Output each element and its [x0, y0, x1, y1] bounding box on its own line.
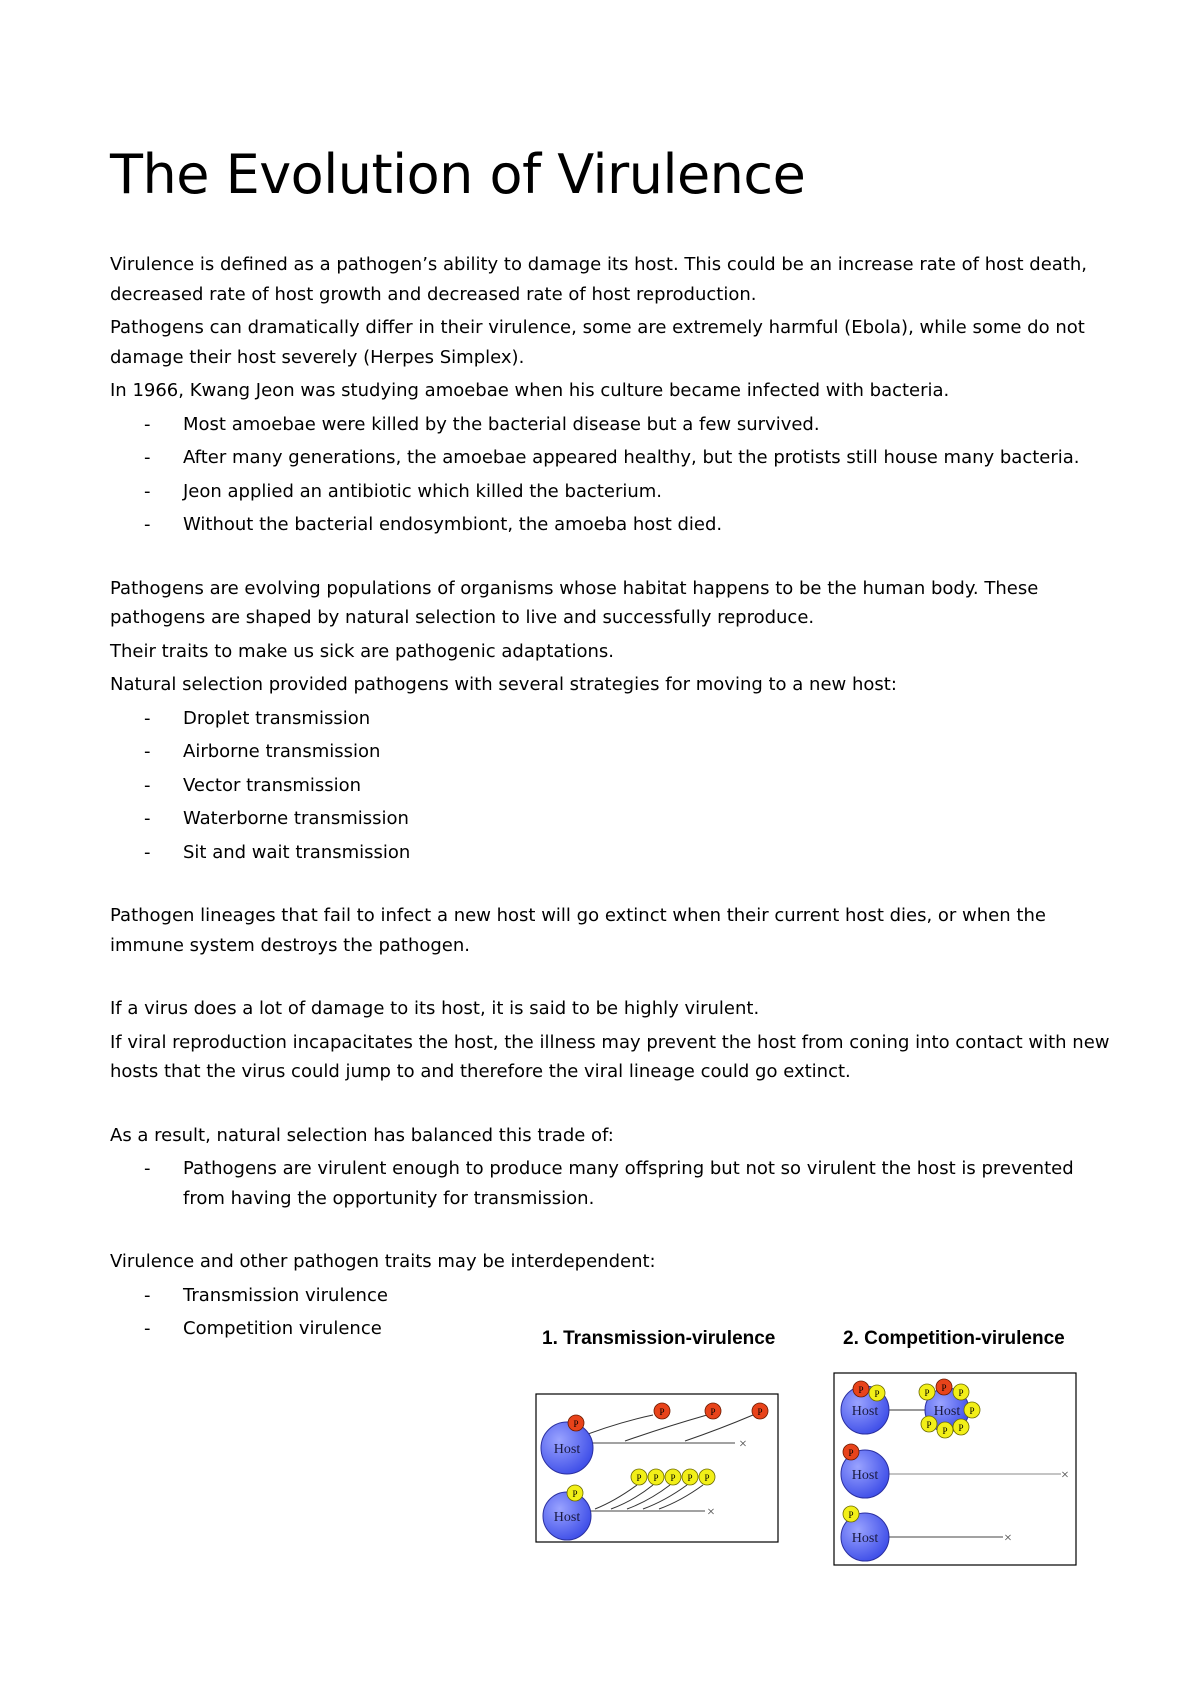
bullet-dash: - [144, 808, 151, 829]
host-label: Host [933, 1404, 961, 1419]
bullet-dash: - [144, 1284, 151, 1306]
pathogen-label: P [670, 1473, 676, 1483]
spacer [110, 1091, 1110, 1121]
list-item-text: Airborne transmission [183, 741, 381, 762]
paragraph: If viral reproduction incapacitates the host, the illness may prevent the host from coning into contact with new hosts that the virus could jump to and therefore the viral lineage could go extinct. [110, 1031, 1110, 1082]
list-item [110, 704, 1110, 734]
list-item-text: Most amoebae were killed by the bacterial disease but a few survived. [183, 413, 820, 435]
host-label: Host [553, 1510, 581, 1525]
bullet-dash: - [144, 841, 151, 863]
pathogen-label: P [941, 1383, 947, 1393]
spacer [110, 1217, 1110, 1247]
bullet-dash: - [144, 1158, 151, 1179]
pathogen-label: P [924, 1388, 930, 1398]
paragraph: Pathogen lineages that fail to infect a new host will go extinct when their current host dies, or when the immune system destroys the pathogen. [110, 905, 1046, 956]
bullet-dash: - [144, 1318, 151, 1339]
paragraph: Pathogens are evolving populations of organisms whose habitat happens to be the human body. These pathogens are shaped by natural selection to live and successfully reproduce. [110, 577, 1039, 628]
bullet-dash: - [144, 741, 151, 762]
pathogen-label: P [573, 1419, 579, 1429]
pathogen-label: P [958, 1423, 964, 1433]
list-item-text: Jeon applied an antibiotic which killed the bacterium. [183, 480, 663, 502]
list-item-text: After many generations, the amoebae appeared healthy, but the protists still house many bacteria. [183, 447, 1080, 468]
pathogen-label: P [848, 1448, 854, 1458]
paragraph: In 1966, Kwang Jeon was studying amoebae when his culture became infected with bacteria. [110, 380, 950, 401]
list-item-text: Waterborne transmission [183, 808, 409, 829]
extinction-mark: × [739, 1437, 747, 1452]
list-item-text: Transmission virulence [183, 1284, 388, 1306]
list-item-text: Competition virulence [183, 1318, 382, 1339]
list-item [110, 510, 1110, 540]
pathogen-label: P [659, 1407, 665, 1417]
figure-1-title: 1. Transmission-virulence [542, 1328, 776, 1349]
host-label: Host [851, 1531, 879, 1546]
pathogen-label: P [958, 1388, 964, 1398]
bullet-list [110, 410, 1110, 540]
list-item-text: Pathogens are virulent enough to produce many offspring but not so virulent the host is prevented from having the opportunity for transmission. [183, 1158, 1074, 1209]
paragraph: Pathogens can dramatically differ in their virulence, some are extremely harmful (Ebola), while some do not damage their host severely (Herpes Simplex). [110, 317, 1085, 368]
extinction-mark: × [1004, 1531, 1012, 1546]
list-item-text: Without the bacterial endosymbiont, the amoeba host died. [183, 514, 723, 535]
bullet-dash: - [144, 447, 151, 468]
host-label: Host [851, 1404, 879, 1419]
extinction-mark: × [1061, 1468, 1069, 1483]
list-item-text: Sit and wait transmission [183, 841, 411, 863]
pathogen-label: P [653, 1473, 659, 1483]
spacer [110, 964, 1110, 994]
paragraph: As a result, natural selection has balanced this trade of: [110, 1124, 614, 1146]
list-item-text: Droplet transmission [183, 707, 371, 729]
paragraph: Their traits to make us sick are pathogenic adaptations. [110, 640, 614, 662]
pathogen-label: P [858, 1385, 864, 1395]
document-body [110, 250, 1110, 1348]
list-item [110, 771, 1110, 801]
bullet-list [110, 1154, 1110, 1213]
pathogen-label: P [687, 1473, 693, 1483]
paragraph: Virulence is defined as a pathogen’s ability to damage its host. This could be an increase rate of host death, decreased rate of host growth and decreased rate of host reproduction. [110, 254, 1087, 305]
pathogen-label: P [969, 1406, 975, 1416]
figure-2-diagram [833, 1372, 1078, 1568]
pathogen-label: P [710, 1407, 716, 1417]
extinction-mark: × [707, 1505, 715, 1520]
bullet-dash: - [144, 413, 151, 435]
paragraph: Natural selection provided pathogens with several strategies for moving to a new host: [110, 674, 897, 695]
bullet-dash: - [144, 480, 151, 502]
list-item [110, 838, 1110, 868]
pathogen-label: P [572, 1489, 578, 1499]
pathogen-label: P [704, 1473, 710, 1483]
paragraph: Virulence and other pathogen traits may be interdependent: [110, 1251, 656, 1272]
list-item [110, 1281, 1110, 1311]
figure-1-diagram [535, 1393, 780, 1545]
pathogen-label: P [942, 1426, 948, 1436]
bullet-dash: - [144, 774, 151, 796]
spacer [110, 871, 1110, 901]
list-item [110, 477, 1110, 507]
pathogen-label: P [874, 1389, 880, 1399]
figure-2-title: 2. Competition-virulence [843, 1328, 1065, 1349]
pathogen-label: P [926, 1420, 932, 1430]
list-item [110, 737, 1110, 767]
list-item [110, 1154, 1110, 1213]
pathogen-label: P [848, 1510, 854, 1520]
bullet-list [110, 704, 1110, 868]
page-title: The Evolution of Virulence [110, 143, 806, 206]
bullet-dash: - [144, 707, 151, 729]
list-item [110, 410, 1110, 440]
list-item [110, 443, 1110, 473]
host-label: Host [851, 1468, 879, 1483]
bullet-dash: - [144, 514, 151, 535]
list-item-text: Vector transmission [183, 774, 362, 796]
pathogen-label: P [757, 1407, 763, 1417]
pathogen-label: P [636, 1473, 642, 1483]
paragraph: If a virus does a lot of damage to its host, it is said to be highly virulent. [110, 998, 760, 1019]
list-item [110, 804, 1110, 834]
host-label: Host [553, 1442, 581, 1457]
spacer [110, 544, 1110, 574]
